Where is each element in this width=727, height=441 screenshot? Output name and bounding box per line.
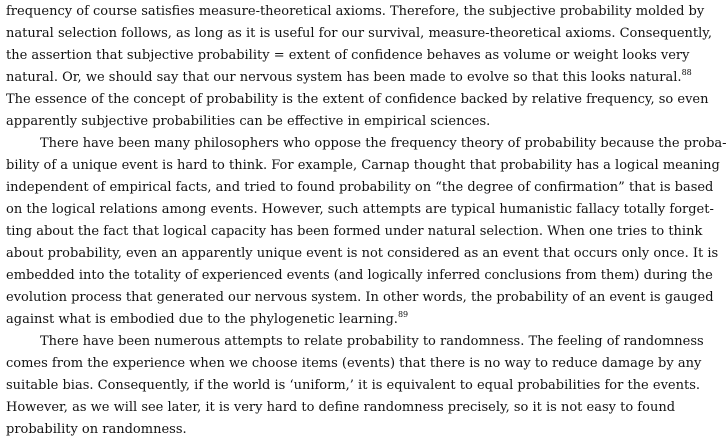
text-line (6, 353, 702, 375)
text-line (6, 309, 648, 331)
text-line (6, 265, 713, 287)
text-line (40, 331, 704, 353)
line-text: frequency of course satisfies measure-theoretical axioms. Therefore, the subjective probability molded by (6, 4, 705, 19)
text-line (6, 419, 648, 441)
line-text: The essence of the concept of probability is the extent of confidence backed by relative frequency, so even (6, 92, 709, 107)
text-line (6, 243, 719, 265)
line-text: comes from the experience when we choose items (events) that there is no way to reduce damage by any (6, 356, 702, 371)
text-line (6, 45, 690, 67)
text-line (6, 1, 705, 23)
text-line (6, 177, 714, 199)
line-text: bility of a unique event is hard to think. For example, Carnap thought that probability has a logical meaning (6, 158, 720, 173)
text-line (6, 111, 648, 133)
text-line (6, 67, 692, 89)
text-line (6, 199, 714, 221)
text-line (6, 155, 720, 177)
text-line (6, 221, 703, 243)
text-line (6, 23, 713, 45)
line-text: However, as we will see later, it is very hard to define randomness precisely, so it is not easy to found (6, 400, 676, 415)
line-text: apparently subjective probabilities can be effective in empirical sciences. (6, 114, 491, 129)
line-text: natural selection follows, as long as it is useful for our survival, measure-theoretical axioms. Consequently, (6, 26, 713, 41)
line-text: natural. Or, we should say that our nervous system has been made to evolve so that this looks natural. (6, 70, 682, 85)
line-text: ting about the fact that logical capacity has been formed under natural selection. When one tries to think (6, 224, 703, 239)
line-text: the assertion that subjective probability = extent of confidence behaves as volume or weight looks very (6, 48, 690, 63)
line-text: evolution process that generated our nervous system. In other words, the probability of an event is gauged (6, 290, 714, 305)
text-line (40, 133, 727, 155)
line-text: embedded into the totality of experienced events (and logically inferred conclusions from them) during the (6, 268, 713, 283)
text-line (6, 89, 709, 111)
line-text: There have been numerous attempts to relate probability to randomness. The feeling of randomness (40, 334, 704, 349)
line-text: independent of empirical facts, and tried to found probability on “the degree of confirmation” that is based (6, 180, 714, 195)
line-text: There have been many philosophers who oppose the frequency theory of probability because the proba- (40, 136, 727, 151)
footnote-marker: 89 (397, 310, 409, 319)
line-text: on the logical relations among events. However, such attempts are typical humanistic fallacy totally forget- (6, 202, 714, 217)
footnote-marker: 88 (681, 68, 692, 77)
line-text: suitable bias. Consequently, if the world is ‘uniform,’ it is equivalent to equal probabilities for the events. (6, 378, 701, 393)
line-text: against what is embodied due to the phylogenetic learning. (6, 312, 398, 327)
line-text: about probability, even an apparently unique event is not considered as an event that occurs only once. It is (6, 246, 719, 261)
text-line (6, 287, 714, 309)
text-line (6, 397, 676, 419)
line-text: probability on randomness. (6, 422, 187, 437)
text-line (6, 375, 701, 397)
